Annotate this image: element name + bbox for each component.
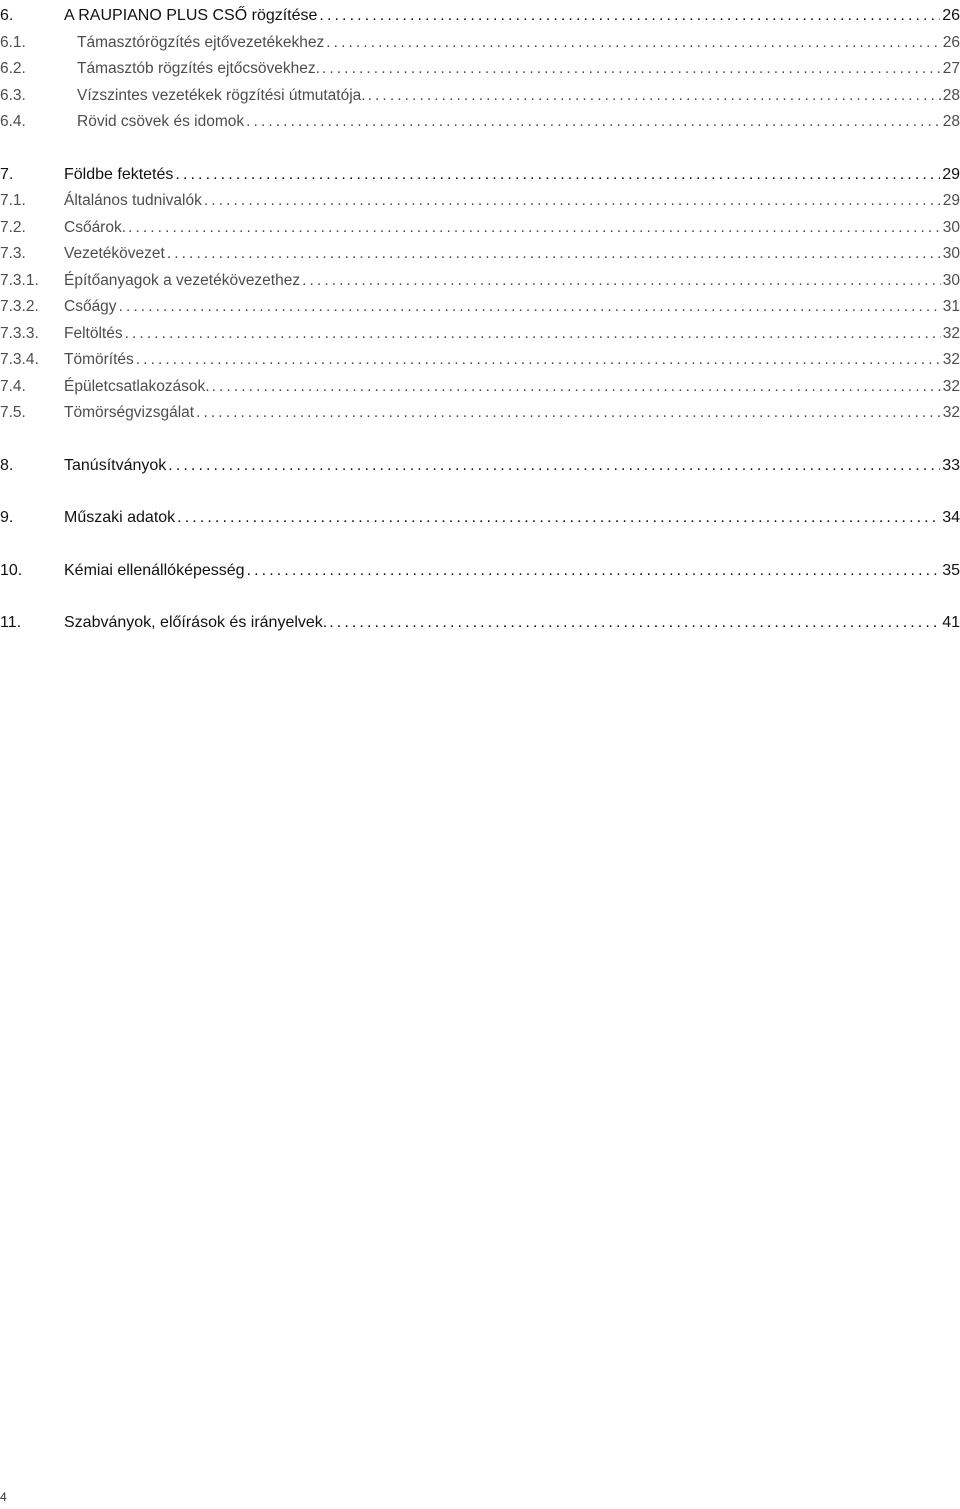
dot-leader <box>167 241 941 267</box>
toc-entry-page: 28 <box>942 113 960 130</box>
toc-entry-title: Kémiai ellenállóképesség <box>64 561 245 579</box>
dot-leader <box>368 83 941 109</box>
toc-entry-page: 41 <box>942 614 960 631</box>
dot-leader <box>319 3 940 29</box>
toc-entry-page: 32 <box>942 404 960 421</box>
toc-entry-page: 32 <box>942 351 960 368</box>
toc-entry-number: 7.3. <box>0 245 26 262</box>
toc-entry[interactable] <box>0 610 960 637</box>
toc-entry-number: 6.1. <box>0 33 26 51</box>
toc-entry-number: 11. <box>0 614 22 631</box>
toc-entry[interactable] <box>0 400 960 427</box>
toc-entry-page: 29 <box>942 165 960 183</box>
toc-entry-number: 9. <box>0 509 14 526</box>
table-of-contents <box>0 3 960 637</box>
toc-entry[interactable] <box>0 347 960 374</box>
dot-leader <box>322 56 941 82</box>
toc-entry-number: 6. <box>0 7 14 24</box>
toc-entry-title: Támasztób rögzítés ejtőcsövekhez. <box>77 60 320 77</box>
toc-entry-page: 26 <box>942 33 960 51</box>
toc-entry-title: Épületcsatlakozások. <box>64 377 210 395</box>
toc-entry-number: 7. <box>0 165 14 183</box>
dot-leader <box>212 374 941 400</box>
toc-entry-page: 32 <box>942 377 960 395</box>
toc-entry-page: 35 <box>942 561 960 579</box>
toc-entry-title: Vízszintes vezetékek rögzítési útmutatója. <box>77 86 366 104</box>
toc-entry[interactable] <box>0 294 960 321</box>
toc-entry-title: Csőágy <box>64 298 117 315</box>
dot-leader <box>246 109 941 135</box>
toc-entry-number: 7.5. <box>0 404 26 421</box>
toc-entry-title: Építőanyagok a vezetékövezethez <box>64 271 301 289</box>
toc-entry-title: Műszaki adatok <box>64 509 176 526</box>
toc-entry[interactable] <box>0 3 960 30</box>
toc-entry[interactable] <box>0 162 960 189</box>
toc-entry-title: Földbe fektetés <box>64 165 174 183</box>
dot-leader <box>326 30 940 56</box>
toc-entry-title: Általános tudnivalók <box>64 192 202 209</box>
dot-leader <box>302 268 941 294</box>
toc-entry-number: 7.4. <box>0 377 26 395</box>
toc-entry-title: A RAUPIANO PLUS CSŐ rögzítése <box>64 7 318 24</box>
toc-entry[interactable] <box>0 109 960 136</box>
toc-entry[interactable] <box>0 56 960 83</box>
dot-leader <box>168 453 940 479</box>
toc-entry-title: Támasztórögzítés ejtővezetékekhez <box>77 33 325 51</box>
dot-leader <box>204 188 941 214</box>
dot-leader <box>125 321 941 347</box>
toc-entry[interactable] <box>0 83 960 110</box>
dot-leader <box>136 347 941 373</box>
toc-entry-number: 6.3. <box>0 86 26 104</box>
dot-leader <box>247 558 941 584</box>
toc-entry-page: 28 <box>942 86 960 104</box>
toc-entry-title: Tanúsítványok <box>64 456 167 474</box>
toc-entry-title: Rövid csövek és idomok <box>77 113 245 130</box>
toc-entry[interactable] <box>0 268 960 295</box>
toc-entry-title: Feltöltés <box>64 324 123 342</box>
toc-entry-page: 29 <box>942 192 960 209</box>
toc-entry[interactable] <box>0 374 960 401</box>
toc-entry[interactable] <box>0 505 960 532</box>
toc-entry[interactable] <box>0 241 960 268</box>
toc-entry-page: 33 <box>942 456 960 474</box>
toc-entry[interactable] <box>0 321 960 348</box>
dot-leader <box>196 400 941 426</box>
toc-entry-page: 26 <box>942 7 960 24</box>
toc-entry[interactable] <box>0 215 960 242</box>
toc-entry[interactable] <box>0 30 960 57</box>
toc-entry[interactable] <box>0 558 960 585</box>
dot-leader <box>175 162 940 188</box>
toc-entry-number: 7.3.1. <box>0 271 39 289</box>
toc-entry-page: 30 <box>942 218 960 236</box>
toc-entry-number: 10. <box>0 561 23 579</box>
toc-entry-page: 30 <box>942 271 960 289</box>
toc-entry-page: 32 <box>942 324 960 342</box>
toc-entry-number: 7.2. <box>0 218 26 236</box>
toc-entry-number: 6.4. <box>0 113 26 130</box>
toc-entry-title: Tömörítés <box>64 351 134 368</box>
page-number: 4 <box>0 1490 7 1504</box>
toc-entry-page: 30 <box>942 245 960 262</box>
toc-entry-title: Csőárok. <box>64 218 127 236</box>
toc-entry-page: 27 <box>942 60 960 77</box>
toc-entry-title: Szabványok, előírások és irányelvek. <box>64 614 328 631</box>
dot-leader <box>329 610 940 636</box>
toc-entry-page: 31 <box>942 298 960 315</box>
toc-entry[interactable] <box>0 188 960 215</box>
toc-entry-title: Vezetékövezet <box>64 245 165 262</box>
toc-entry-page: 34 <box>942 509 960 526</box>
toc-entry-title: Tömörségvizsgálat <box>64 404 195 421</box>
toc-entry-number: 7.3.3. <box>0 324 39 342</box>
toc-entry[interactable] <box>0 453 960 480</box>
toc-entry-number: 7.1. <box>0 192 26 209</box>
toc-entry-number: 6.2. <box>0 60 26 77</box>
toc-entry-number: 7.3.4. <box>0 351 39 368</box>
dot-leader <box>128 215 941 241</box>
dot-leader <box>177 505 940 531</box>
toc-entry-number: 7.3.2. <box>0 298 39 315</box>
dot-leader <box>119 294 941 320</box>
toc-entry-number: 8. <box>0 456 14 474</box>
